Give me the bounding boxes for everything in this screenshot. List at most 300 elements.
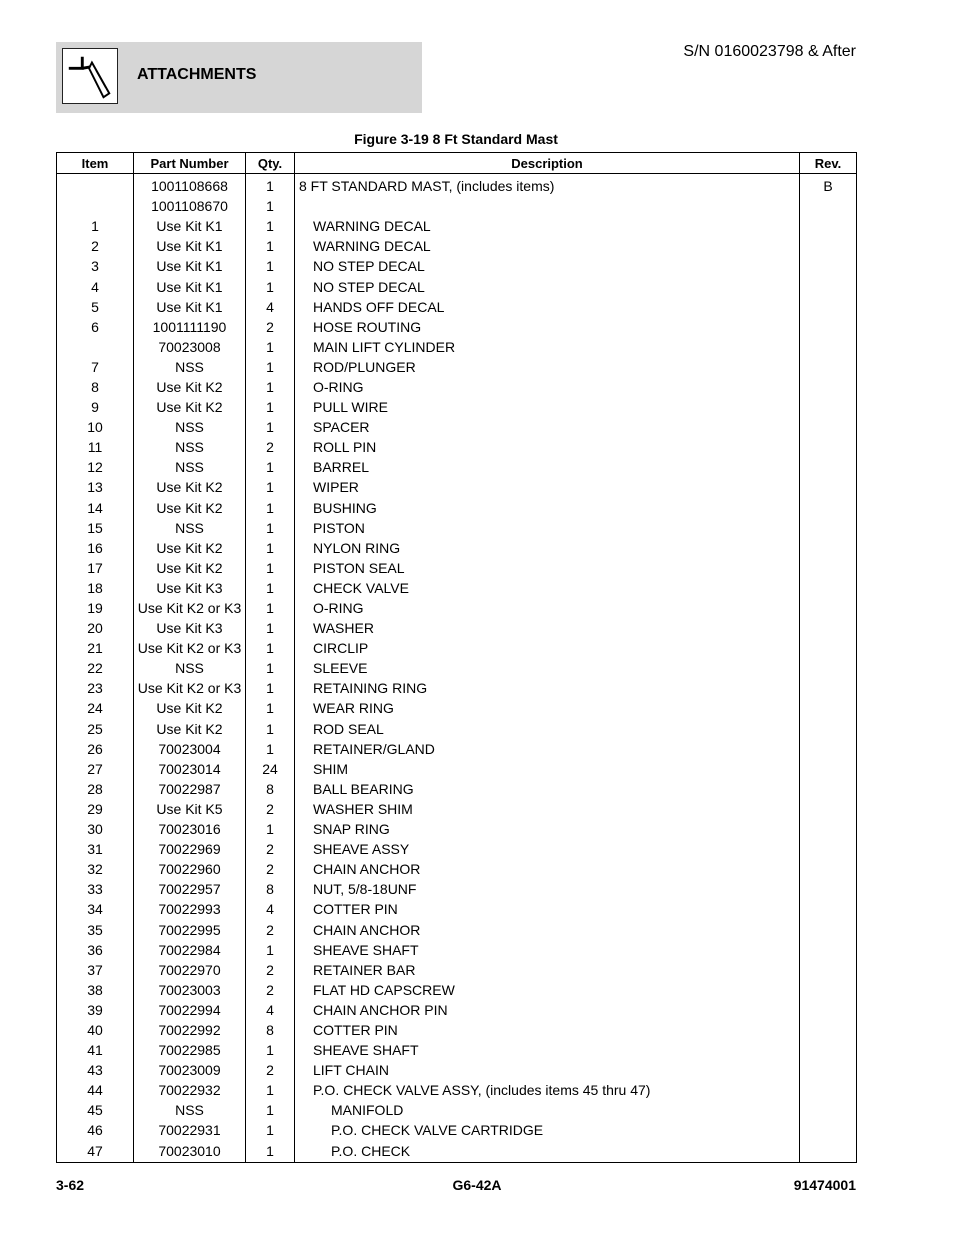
cell-rev [800,1020,857,1040]
cell-description [295,859,800,879]
cell-description [295,1000,800,1020]
cell-description [295,518,800,538]
table-row [57,1000,857,1020]
cell-description [295,839,800,859]
cell-rev [800,578,857,598]
cell-qty: 1 [246,678,295,698]
cell-part-number: 70022995 [134,919,246,939]
description-text: SHEAVE SHAFT [313,941,419,958]
cell-rev [800,598,857,618]
cell-rev [800,1100,857,1120]
cell-part-number: Use Kit K2 or K3 [134,678,246,698]
cell-part-number: Use Kit K2 [134,558,246,578]
cell-item: 33 [57,879,134,899]
table-row [57,498,857,518]
table-row [57,1100,857,1120]
table-row [57,216,857,236]
cell-rev [800,719,857,739]
cell-item: 6 [57,317,134,337]
table-row [57,174,857,197]
cell-qty: 1 [246,357,295,377]
cell-rev [800,1060,857,1080]
cell-description [295,1120,800,1140]
cell-description [295,678,800,698]
cell-part-number: Use Kit K1 [134,216,246,236]
cell-item: 1 [57,216,134,236]
cell-item: 18 [57,578,134,598]
table-row [57,598,857,618]
cell-part-number: NSS [134,417,246,437]
cell-item: 35 [57,919,134,939]
cell-rev [800,558,857,578]
cell-rev [800,417,857,437]
cell-rev [800,819,857,839]
table-row [57,658,857,678]
table-row [57,477,857,497]
cell-item: 44 [57,1080,134,1100]
cell-item: 25 [57,719,134,739]
cell-item: 2 [57,236,134,256]
description-text: NYLON RING [313,539,401,556]
description-text: HANDS OFF DECAL [313,298,445,315]
cell-part-number: 70022969 [134,839,246,859]
cell-qty: 4 [246,899,295,919]
description-text: MANIFOLD [331,1102,404,1119]
cell-item: 5 [57,297,134,317]
cell-rev [800,538,857,558]
cell-rev: B [800,174,857,197]
cell-part-number: 70022992 [134,1020,246,1040]
cell-part-number: Use Kit K1 [134,297,246,317]
description-text: NO STEP DECAL [313,258,425,275]
table-row [57,779,857,799]
cell-part-number: 70022957 [134,879,246,899]
header-banner [56,42,422,113]
description-text: BARREL [313,459,370,476]
cell-part-number: NSS [134,357,246,377]
cell-rev [800,317,857,337]
description-text: FLAT HD CAPSCREW [313,981,455,998]
cell-rev [800,859,857,879]
cell-rev [800,518,857,538]
cell-item: 38 [57,980,134,1000]
table-row [57,417,857,437]
description-text: SPACER [313,419,370,436]
cell-description [295,919,800,939]
description-text: SHEAVE ASSY [313,841,410,858]
cell-part-number: 70023009 [134,1060,246,1080]
cell-qty: 1 [246,337,295,357]
cell-qty: 1 [246,719,295,739]
cell-description [295,779,800,799]
table-row [57,236,857,256]
cell-qty: 1 [246,558,295,578]
cell-description [295,256,800,276]
cell-rev [800,658,857,678]
model-number: G6-42A [452,1177,502,1193]
cell-rev [800,739,857,759]
cell-description [295,558,800,578]
cell-item: 31 [57,839,134,859]
description-text: ROD/PLUNGER [313,358,416,375]
cell-rev [800,638,857,658]
cell-part-number: Use Kit K2 or K3 [134,598,246,618]
cell-item: 39 [57,1000,134,1020]
cell-qty: 1 [246,216,295,236]
table-row [57,859,857,879]
cell-qty: 1 [246,1080,295,1100]
cell-qty: 1 [246,1120,295,1140]
cell-description [295,940,800,960]
description-text: ROD SEAL [313,720,384,737]
cell-part-number: Use Kit K2 [134,719,246,739]
description-text: O-RING [313,378,364,395]
cell-part-number: Use Kit K1 [134,236,246,256]
description-text: RETAINING RING [313,680,428,697]
cell-description [295,276,800,296]
description-text: P.O. CHECK VALVE ASSY, (includes items 45 thru 47) [313,1082,651,1099]
cell-qty: 1 [246,477,295,497]
description-text: NO STEP DECAL [313,278,425,295]
cell-item: 3 [57,256,134,276]
cell-item: 10 [57,417,134,437]
cell-rev [800,498,857,518]
cell-description [295,598,800,618]
mast-attachment-icon-svg [63,49,117,103]
cell-item: 29 [57,799,134,819]
cell-qty: 1 [246,1040,295,1060]
figure-title: Figure 3-19 8 Ft Standard Mast [354,131,558,147]
table-row [57,739,857,759]
cell-part-number: Use Kit K1 [134,256,246,276]
table-row [57,1040,857,1060]
header-row [57,153,857,174]
cell-qty: 2 [246,317,295,337]
cell-description [295,174,800,197]
table-row [57,558,857,578]
cell-part-number: NSS [134,658,246,678]
description-text: CHAIN ANCHOR [313,861,421,878]
cell-qty: 1 [246,538,295,558]
cell-description [295,658,800,678]
description-text: WEAR RING [313,700,394,717]
description-text: WARNING DECAL [313,218,431,235]
cell-part-number: 70023016 [134,819,246,839]
description-text: SNAP RING [313,821,390,838]
col-header-description: Description [295,153,800,174]
table-row [57,538,857,558]
cell-description [295,437,800,457]
cell-description [295,538,800,558]
description-text: PISTON [313,519,365,536]
cell-part-number: 1001108670 [134,196,246,216]
cell-rev [800,337,857,357]
table-row [57,980,857,1000]
cell-part-number: 70022970 [134,960,246,980]
cell-item: 47 [57,1141,134,1163]
table-row [57,638,857,658]
cell-item: 9 [57,397,134,417]
cell-description [295,1100,800,1120]
table-row [57,819,857,839]
description-text: CIRCLIP [313,640,369,657]
cell-description [295,960,800,980]
cell-part-number: 70022932 [134,1080,246,1100]
table-row [57,759,857,779]
cell-qty: 2 [246,859,295,879]
cell-description [295,719,800,739]
description-text: 8 FT STANDARD MAST, (includes items) [299,178,555,195]
cell-qty: 1 [246,518,295,538]
table-row [57,1120,857,1140]
description-text: NUT, 5/8-18UNF [313,881,417,898]
cell-item: 22 [57,658,134,678]
cell-description [295,457,800,477]
cell-item: 12 [57,457,134,477]
description-text: CHAIN ANCHOR PIN [313,1001,448,1018]
col-header-item: Item [57,153,134,174]
cell-part-number: 70022960 [134,859,246,879]
cell-rev [800,839,857,859]
cell-part-number: Use Kit K3 [134,578,246,598]
table-row [57,899,857,919]
cell-rev [800,618,857,638]
cell-qty: 1 [246,174,295,197]
table-row [57,698,857,718]
description-text: RETAINER BAR [313,961,416,978]
cell-rev [800,276,857,296]
cell-description [295,477,800,497]
cell-part-number: 70022987 [134,779,246,799]
cell-description [295,1020,800,1040]
cell-part-number: 1001108668 [134,174,246,197]
description-text: BUSHING [313,499,377,516]
parts-table [56,152,857,1163]
cell-part-number: 70022984 [134,940,246,960]
cell-qty: 1 [246,698,295,718]
table-row [57,1060,857,1080]
cell-item: 26 [57,739,134,759]
cell-item [57,196,134,216]
cell-rev [800,1141,857,1163]
cell-qty: 2 [246,437,295,457]
cell-description [295,578,800,598]
cell-part-number: Use Kit K2 [134,498,246,518]
cell-qty: 1 [246,256,295,276]
cell-rev [800,196,857,216]
table-row [57,919,857,939]
table-row [57,377,857,397]
cell-item: 23 [57,678,134,698]
cell-description [295,980,800,1000]
table-row [57,256,857,276]
cell-item: 11 [57,437,134,457]
cell-item [57,337,134,357]
cell-qty: 2 [246,839,295,859]
table-row [57,799,857,819]
cell-description [295,377,800,397]
cell-item: 8 [57,377,134,397]
cell-description [295,1060,800,1080]
cell-part-number: Use Kit K2 [134,377,246,397]
cell-qty: 1 [246,819,295,839]
cell-rev [800,779,857,799]
cell-qty: 1 [246,377,295,397]
cell-rev [800,879,857,899]
cell-qty: 2 [246,1060,295,1080]
table-row [57,960,857,980]
cell-qty: 2 [246,980,295,1000]
cell-item: 32 [57,859,134,879]
col-header-part-number: Part Number [134,153,246,174]
cell-qty: 1 [246,638,295,658]
cell-description [295,417,800,437]
table-row [57,337,857,357]
cell-qty: 4 [246,1000,295,1020]
cell-item: 43 [57,1060,134,1080]
table-row [57,317,857,337]
cell-item: 34 [57,899,134,919]
description-text: SHIM [313,760,348,777]
table-row [57,276,857,296]
cell-part-number: Use Kit K5 [134,799,246,819]
cell-description [295,498,800,518]
cell-part-number: NSS [134,518,246,538]
document-number: 91474001 [793,1177,856,1193]
cell-rev [800,1080,857,1100]
cell-item: 16 [57,538,134,558]
description-text: PISTON SEAL [313,559,405,576]
cell-qty: 1 [246,397,295,417]
table-row [57,719,857,739]
cell-qty: 2 [246,919,295,939]
cell-part-number: 70023014 [134,759,246,779]
cell-part-number: Use Kit K2 [134,538,246,558]
description-text: CHECK VALVE [313,579,409,596]
cell-item: 45 [57,1100,134,1120]
cell-rev [800,216,857,236]
cell-rev [800,1040,857,1060]
description-text: PULL WIRE [313,399,388,416]
cell-qty: 1 [246,618,295,638]
cell-description [295,1040,800,1060]
cell-item: 28 [57,779,134,799]
cell-qty: 1 [246,276,295,296]
table-row [57,297,857,317]
cell-part-number: Use Kit K2 or K3 [134,638,246,658]
description-text: WIPER [313,479,359,496]
description-text: CHAIN ANCHOR [313,921,421,938]
description-text: P.O. CHECK VALVE CARTRIDGE [331,1122,544,1139]
cell-qty: 1 [246,236,295,256]
cell-description [295,819,800,839]
cell-item: 40 [57,1020,134,1040]
description-text: P.O. CHECK [331,1142,411,1159]
cell-part-number: 70022994 [134,1000,246,1020]
description-text: SHEAVE SHAFT [313,1042,419,1059]
cell-qty: 1 [246,457,295,477]
cell-part-number: Use Kit K1 [134,276,246,296]
cell-qty: 1 [246,658,295,678]
table-row [57,839,857,859]
cell-part-number: 70023008 [134,337,246,357]
table-row [57,618,857,638]
cell-rev [800,940,857,960]
cell-rev [800,297,857,317]
cell-qty: 1 [246,417,295,437]
cell-rev [800,899,857,919]
cell-qty: 1 [246,739,295,759]
cell-rev [800,457,857,477]
cell-rev [800,397,857,417]
cell-description [295,799,800,819]
cell-description [295,1141,800,1163]
cell-rev [800,759,857,779]
cell-rev [800,256,857,276]
cell-rev [800,437,857,457]
cell-description [295,1080,800,1100]
col-header-qty: Qty. [246,153,295,174]
cell-part-number: NSS [134,457,246,477]
table-row [57,196,857,216]
cell-qty: 1 [246,940,295,960]
parts-table-header [57,153,857,174]
cell-description [295,297,800,317]
description-text: BALL BEARING [313,780,414,797]
cell-item: 15 [57,518,134,538]
cell-qty: 4 [246,297,295,317]
cell-rev [800,477,857,497]
cell-description [295,337,800,357]
description-text: RETAINER/GLAND [313,740,435,757]
description-text: COTTER PIN [313,901,398,918]
cell-description [295,357,800,377]
cell-rev [800,1120,857,1140]
cell-description [295,317,800,337]
cell-part-number: NSS [134,1100,246,1120]
cell-item: 4 [57,276,134,296]
cell-part-number: NSS [134,437,246,457]
cell-rev [800,980,857,1000]
cell-description [295,618,800,638]
cell-qty: 1 [246,578,295,598]
cell-item: 7 [57,357,134,377]
cell-rev [800,236,857,256]
table-row [57,1020,857,1040]
cell-qty: 8 [246,1020,295,1040]
cell-part-number: Use Kit K2 [134,698,246,718]
section-title: ATTACHMENTS [137,66,257,83]
cell-description [295,397,800,417]
description-text: LIFT CHAIN [313,1062,389,1079]
cell-item: 41 [57,1040,134,1060]
parts-table-body [57,174,857,1163]
cell-part-number: 70023003 [134,980,246,1000]
description-text: WASHER SHIM [313,800,413,817]
cell-part-number: 70022993 [134,899,246,919]
page-number: 3-62 [56,1177,85,1193]
table-row [57,437,857,457]
cell-qty: 1 [246,498,295,518]
table-row [57,397,857,417]
cell-qty: 1 [246,598,295,618]
description-text: HOSE ROUTING [313,318,422,335]
table-row [57,518,857,538]
cell-description [295,698,800,718]
description-text: SLEEVE [313,660,368,677]
cell-item: 37 [57,960,134,980]
cell-part-number: 70022985 [134,1040,246,1060]
